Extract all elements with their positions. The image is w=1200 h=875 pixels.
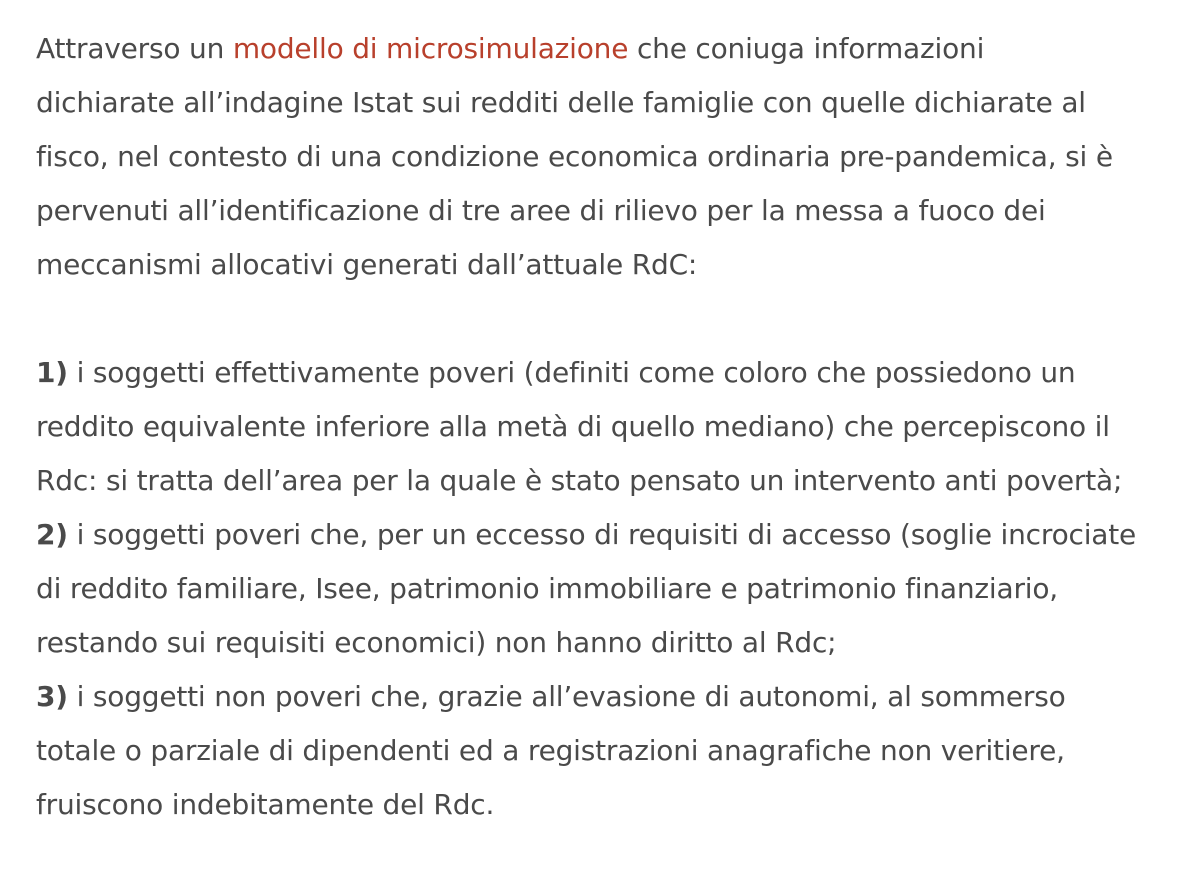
intro-line-2: dichiarate all’indagine Istat sui redditi delle famiglie con quelle dichiarate al	[36, 86, 1086, 119]
list-item-text: i soggetti non poveri che, grazie all’evasione di autonomi, al sommerso	[67, 680, 1066, 713]
list-item-2-line-1	[36, 508, 1176, 562]
list-item-number: 2)	[36, 518, 68, 551]
list-item-1-line-1	[36, 346, 1176, 400]
intro-text-after-link: che coniuga informazioni	[628, 32, 985, 65]
list-item-2-line-2: di reddito familiare, Isee, patrimonio immobiliare e patrimonio finanziario,	[36, 572, 1058, 605]
list-item-text: i soggetti effettivamente poveri (definiti come coloro che possiedono un	[67, 356, 1076, 389]
list-item-3-line-1	[36, 670, 1176, 724]
list-item-3-line-2: totale o parziale di dipendenti ed a registrazioni anagrafiche non veritiere,	[36, 734, 1065, 767]
list-item-1-line-3: Rdc: si tratta dell’area per la quale è stato pensato un intervento anti povertà;	[36, 464, 1123, 497]
intro-line-3: fisco, nel contesto di una condizione economica ordinaria pre-pandemica, si è	[36, 140, 1113, 173]
list-item-text: i soggetti poveri che, per un eccesso di requisiti di accesso (soglie incrociate	[67, 518, 1137, 551]
list-item-2-line-3: restando sui requisiti economici) non hanno diritto al Rdc;	[36, 626, 837, 659]
list-item-number: 3)	[36, 680, 68, 713]
intro-paragraph	[36, 22, 1176, 292]
intro-line-1	[36, 22, 1176, 76]
list-item-number: 1)	[36, 356, 68, 389]
intro-line-5: meccanismi allocativi generati dall’attuale RdC:	[36, 248, 698, 281]
article-body	[36, 22, 1176, 832]
list-item-3-line-3: fruiscono indebitamente del Rdc.	[36, 788, 495, 821]
microsimulation-model-link[interactable]: modello di microsimulazione	[232, 32, 629, 65]
areas-list	[36, 346, 1176, 832]
list-item-1-line-2: reddito equivalente inferiore alla metà di quello mediano) che percepiscono il	[36, 410, 1110, 443]
intro-text-before-link: Attraverso un	[36, 32, 233, 65]
paragraph-spacer	[36, 292, 1176, 346]
intro-line-4: pervenuti all’identificazione di tre aree di rilievo per la messa a fuoco dei	[36, 194, 1046, 227]
